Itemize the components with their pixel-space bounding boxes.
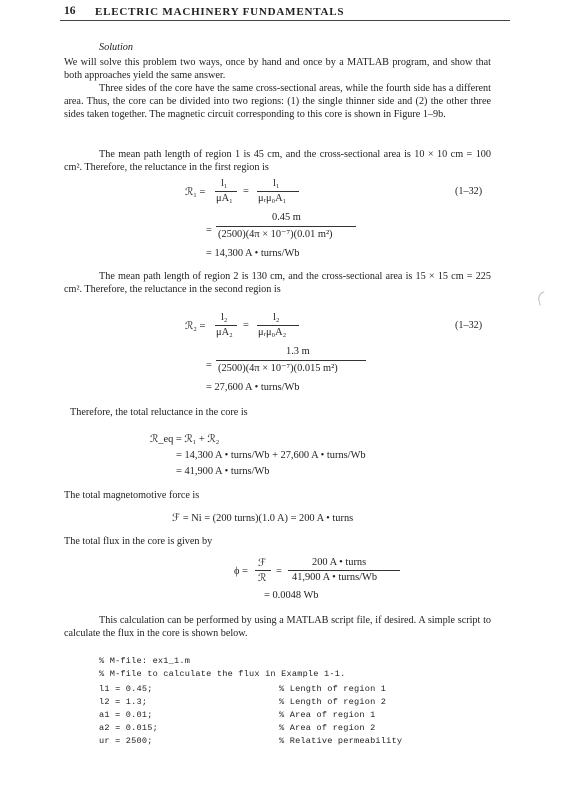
code-comment: % Area of region 2 bbox=[279, 723, 376, 733]
book-page: 16 ELECTRIC MACHINERY FUNDAMENTALS Solution We will solve this problem two ways, once by hand and once by a MATLAB program, and show that both approaches yield the same answer. Three sides of the core have the same cross-sectional areas, while the fourth side has a different area. Thus, the core can be divided into two regions: (1) the single thinner side and (2) the other three sides taken together. The magnetic circuit corresponding to this core is shown in Figure 1–9b. The mean path length of region 1 is 45 cm, and the cross-sectional area is 10 × 10 cm = 100 cm². Therefore, the reluctance in the first region is ℛ₁ = l₁ μA₁ = l₁ μᵣμ₀A₁ (1–32) = 0.45 m (2500)(4π × 10⁻⁷)(0.01 m²) = 14,300 A • turns/Wb The mean path length of region 2 is 130 cm, and the cross-sectional area is 15 × 15 cm = 225 cm². Therefore, the reluctance in the second region is ℛ₂ = l₂ μA₂ = l₂ μᵣμ₀A₂ (1–32) = 1.3 m (2500)(4π × 10⁻⁷)(0.015 m²) = 27,600 A • turns/Wb Therefore, the total reluctance in the core is ℛ_eq = ℛ₁ + ℛ₂ = 14,300 A • turns/Wb + 27,600 A • turns/Wb = 41,900 A • turns/Wb The total magnetomotive force is ℱ = Ni = (200 turns)(1.0 A) = 200 A • turns The total flux in the core is given by ϕ = ℱ ℛ = 200 A • turns 41,900 A • turns/Wb = 0.0048 Wb This calculation can be performed by using a MATLAB script file, if desired. A simple script to calculate the flux in the core is shown below. % M-file: ex1_1.m % M-file to calculate the flux in Example 1-1. l1 = 0.45; % Length of region 1 l2 = 1.3; % Length of region 2 a1 = 0.01; % Area of region 1 a2 = 0.015; % Area of region 2 ur = 2500; % Relative permeability bbox=[0, 0, 564, 800]
eq-r2-mid: = bbox=[243, 320, 249, 331]
code-statement: l2 = 1.3; bbox=[99, 697, 148, 707]
solution-heading: Solution bbox=[99, 42, 133, 53]
eq-r2-number: (1–32) bbox=[455, 320, 483, 331]
eq-r2-frac2 bbox=[257, 312, 299, 342]
eq-flux-den2: 41,900 A • turns/Wb bbox=[292, 572, 378, 583]
eq-r1-frac2 bbox=[257, 178, 299, 208]
page-number: 16 bbox=[64, 5, 76, 17]
code-statement: % M-file to calculate the flux in Example 1-1. bbox=[99, 669, 346, 679]
code-line bbox=[99, 656, 190, 667]
paragraph-intro: We will solve this problem two ways, once by hand and once by a MATLAB program, and show that both approaches yield the same answer. bbox=[64, 57, 491, 82]
eq-r1-lhs: ℛ₁ = bbox=[185, 187, 206, 198]
code-statement: a1 = 0.01; bbox=[99, 710, 153, 720]
eq-flux-num2: 200 A • turns bbox=[312, 557, 367, 568]
eq-r1-den2: μᵣμ₀A₁ bbox=[258, 193, 287, 204]
eq-r2-num1: l₂ bbox=[221, 312, 228, 323]
paragraph-region2: The mean path length of region 2 is 130 cm, and the cross-sectional area is 15 × 15 cm = 225 cm². Therefore, the reluctance in the second region is bbox=[64, 271, 491, 296]
code-comment: % Relative permeability bbox=[279, 736, 403, 746]
paragraph-mmf: The total magnetomotive force is bbox=[64, 490, 200, 501]
code-statement: l1 = 0.45; bbox=[99, 684, 153, 694]
eq-r1-den1: μA₁ bbox=[216, 193, 233, 204]
eq-r2-den1: μA₂ bbox=[216, 327, 233, 338]
paragraph-regions: Three sides of the core have the same cross-sectional areas, while the fourth side has a different area. Thus, the core can be divided into two regions: (1) the single thinner side and (2) the other three sides taken together. The magnetic circuit corresponding to this core is shown in Figure 1–9b. bbox=[64, 83, 491, 121]
code-comment: % Length of region 2 bbox=[279, 697, 387, 707]
eq-rt-line1: ℛ_eq = ℛ₁ + ℛ₂ bbox=[150, 434, 220, 445]
eq-r2-step bbox=[216, 346, 366, 376]
eq-r1-frac1 bbox=[215, 178, 237, 208]
paragraph-flux: The total flux in the core is given by bbox=[64, 536, 213, 547]
code-line bbox=[99, 684, 439, 695]
eq-flux-result: = 0.0048 Wb bbox=[264, 590, 319, 601]
header-rule bbox=[60, 20, 510, 21]
eq-flux-lhs: ϕ = bbox=[234, 566, 248, 577]
eq-r1-step-num: 0.45 m bbox=[272, 212, 301, 223]
code-comment: % Area of region 1 bbox=[279, 710, 376, 720]
eq-r1-num1: l₁ bbox=[221, 178, 228, 189]
eq-rt-line3: = 41,900 A • turns/Wb bbox=[176, 466, 270, 477]
running-title: ELECTRIC MACHINERY FUNDAMENTALS bbox=[95, 6, 345, 18]
eq-r2-step-num: 1.3 m bbox=[286, 346, 310, 357]
eq-r2-step-den: (2500)(4π × 10⁻⁷)(0.015 m²) bbox=[218, 363, 338, 374]
eq-r2-lhs: ℛ₂ = bbox=[185, 321, 206, 332]
eq-flux-frac1 bbox=[255, 557, 271, 587]
eq-flux-num1: ℱ bbox=[258, 558, 267, 569]
eq-r1-step-den: (2500)(4π × 10⁻⁷)(0.01 m²) bbox=[218, 229, 333, 240]
eq-flux-frac2 bbox=[288, 557, 400, 587]
paragraph-matlab: This calculation can be performed by using a MATLAB script file, if desired. A simple script to calculate the flux in the core is shown below. bbox=[64, 615, 491, 640]
eq-r2-num2: l₂ bbox=[273, 312, 280, 323]
code-statement: % M-file: ex1_1.m bbox=[99, 656, 191, 666]
paragraph-region1: The mean path length of region 1 is 45 cm, and the cross-sectional area is 10 × 10 cm = 100 cm². Therefore, the reluctance in the first region is bbox=[64, 149, 491, 174]
code-line bbox=[99, 723, 439, 734]
code-statement: a2 = 0.015; bbox=[99, 723, 158, 733]
eq-r2-den2: μᵣμ₀A₂ bbox=[258, 327, 287, 338]
paragraph-total-reluctance: Therefore, the total reluctance in the core is bbox=[70, 407, 248, 418]
code-line bbox=[99, 710, 439, 721]
eq-r2-result: = 27,600 A • turns/Wb bbox=[206, 382, 300, 393]
eq-flux-den1: ℛ bbox=[258, 573, 267, 584]
code-line bbox=[99, 669, 345, 680]
eq-flux-mid: = bbox=[276, 566, 282, 577]
eq-r1-number: (1–32) bbox=[455, 186, 483, 197]
code-statement: ur = 2500; bbox=[99, 736, 153, 746]
eq-rt-line2: = 14,300 A • turns/Wb + 27,600 A • turns/Wb bbox=[176, 450, 366, 461]
margin-mark bbox=[536, 291, 547, 306]
code-line bbox=[99, 697, 439, 708]
eq-r1-result: = 14,300 A • turns/Wb bbox=[206, 248, 300, 259]
eq-mmf: ℱ = Ni = (200 turns)(1.0 A) = 200 A • turns bbox=[172, 513, 354, 524]
eq-r1-mid: = bbox=[243, 186, 249, 197]
code-line bbox=[99, 736, 439, 747]
eq-r1-step bbox=[216, 212, 356, 242]
eq-r2-frac1 bbox=[215, 312, 237, 342]
eq-r1-num2: l₁ bbox=[273, 178, 280, 189]
code-comment: % Length of region 1 bbox=[279, 684, 387, 694]
